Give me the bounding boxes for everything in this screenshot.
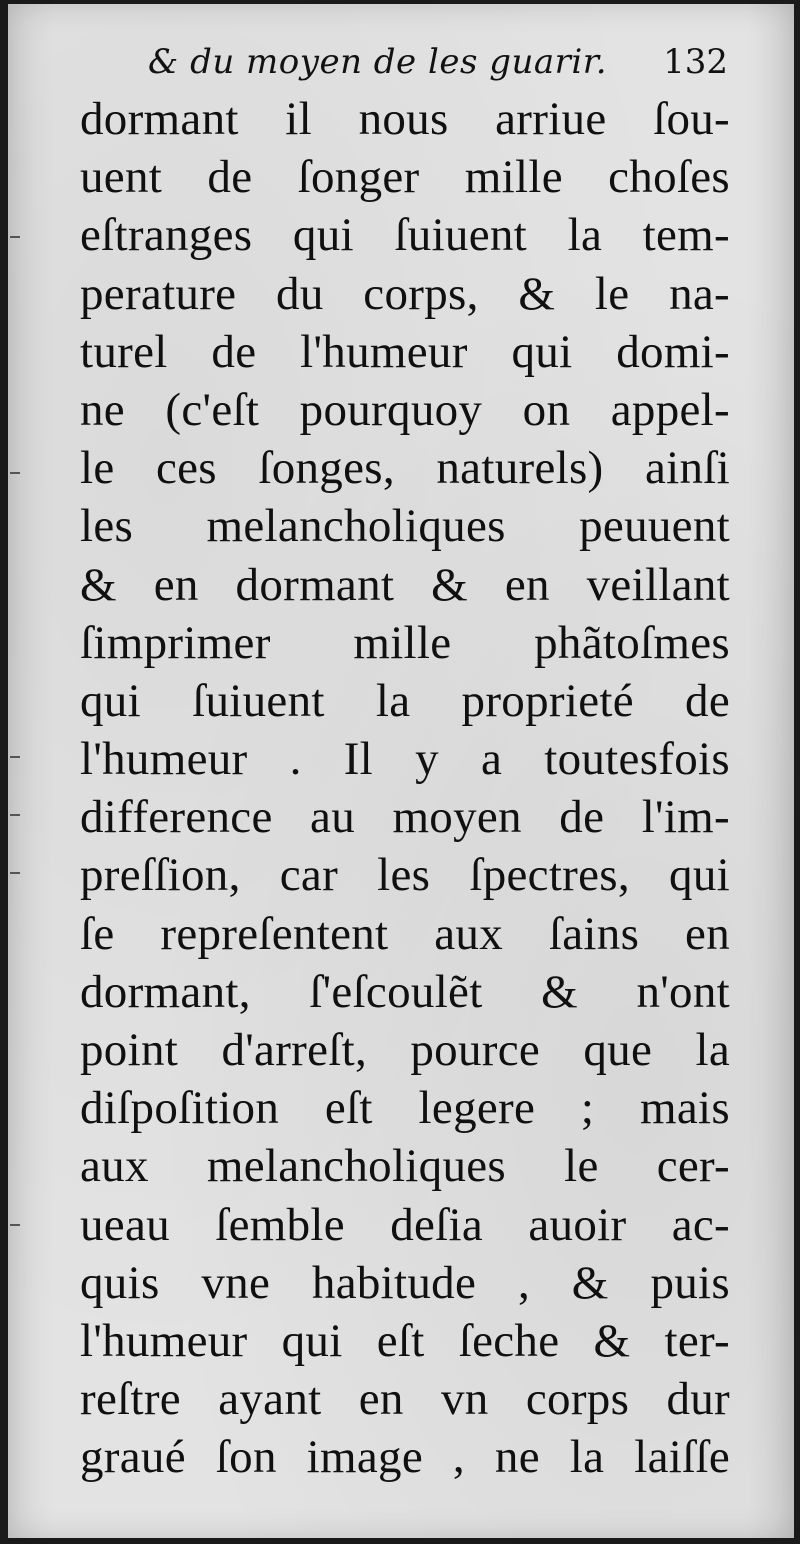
text-line: qui ſuiuent la proprieté de — [80, 674, 730, 727]
text-line: l'humeur . Il y a toutesfois — [80, 733, 730, 786]
text-line: & en dormant & en veillant — [80, 558, 730, 611]
text-line: ſimprimer mille phãtoſmes — [80, 616, 730, 669]
body-text — [80, 90, 730, 1487]
page-number: 132 — [663, 42, 728, 82]
text-line: graué ſon image , ne la laiſſe — [80, 1431, 730, 1484]
margin-mark — [10, 814, 20, 816]
text-line: quis vne habitude , & puis — [80, 1256, 730, 1309]
book-page — [8, 4, 794, 1538]
text-line: eſtranges qui ſuiuent la tem- — [80, 209, 730, 262]
text-line: ſe repreſentent aux ſains en — [80, 907, 730, 960]
margin-mark — [10, 756, 20, 758]
text-line: point d'arreſt, pource que la — [80, 1024, 730, 1076]
text-line: diſpoſition eſt legere ; mais — [80, 1082, 730, 1135]
text-line: perature du corps, & le na- — [80, 267, 730, 320]
running-title: & du moyen de les guarir. — [148, 42, 608, 82]
margin-mark — [10, 872, 20, 874]
text-line: dormant, ſ'eſcoulẽt & n'ont — [80, 965, 730, 1018]
text-line: ueau ſemble deſia auoir ac- — [80, 1198, 730, 1251]
text-line: turel de l'humeur qui domi- — [80, 325, 730, 378]
text-line: preſſion, car les ſpectres, qui — [80, 849, 730, 902]
text-line: ne (c'eſt pourquoy on appel- — [80, 383, 730, 436]
text-line: uent de ſonger mille choſes — [80, 151, 730, 204]
page-header — [148, 42, 728, 92]
margin-mark — [10, 1224, 20, 1226]
text-line: l'humeur qui eſt ſeche & ter- — [80, 1314, 730, 1367]
margin-mark — [10, 472, 20, 474]
text-line: dormant il nous arriue ſou- — [80, 93, 730, 145]
text-line: difference au moyen de l'im- — [80, 791, 730, 844]
text-line: reſtre ayant en vn corps dur — [80, 1373, 730, 1426]
text-line: les melancholiques peuuent — [80, 500, 730, 553]
text-line: aux melancholiques le cer- — [80, 1140, 730, 1193]
text-line: le ces ſonges, naturels) ainſi — [80, 442, 730, 495]
margin-mark — [10, 236, 20, 238]
